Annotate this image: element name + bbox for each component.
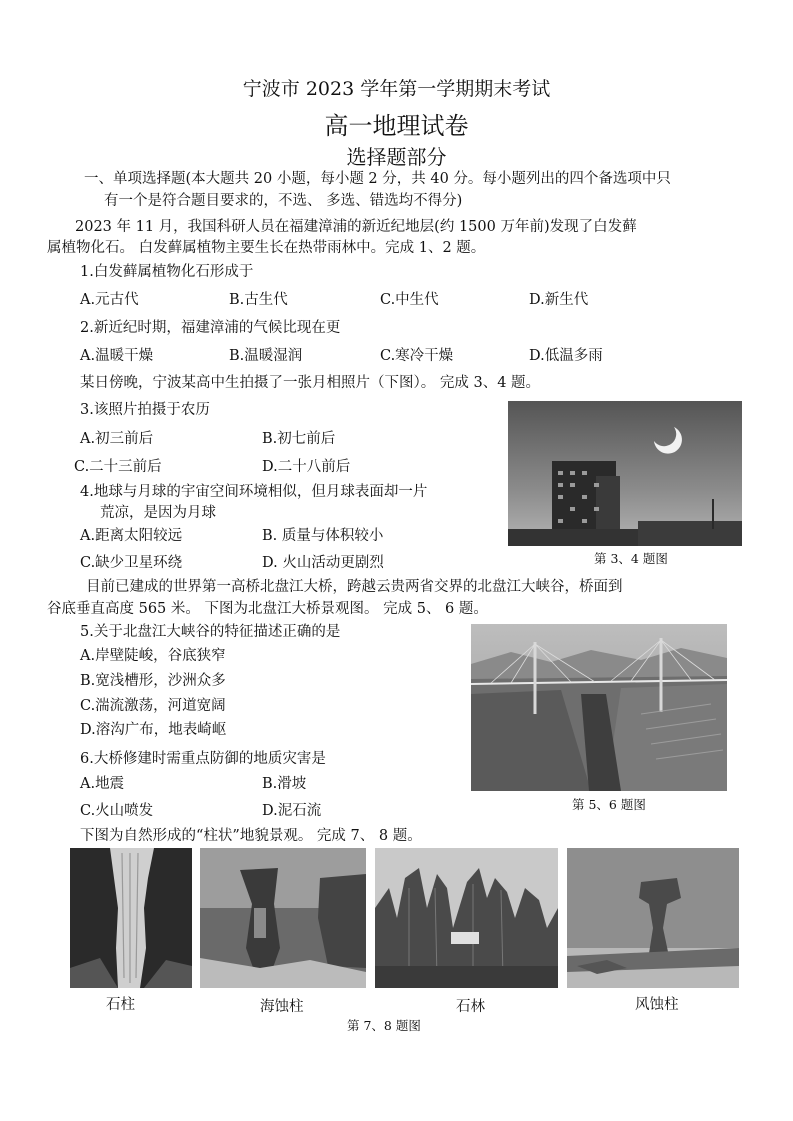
instructions-line-1: 一、单项选择题(本大题共 20 小题，每小题 2 分，共 40 分。每小题列出的四个备选项中只: [84, 171, 671, 187]
paper-title: 高一地理试卷: [324, 112, 469, 140]
question-2-option-d[interactable]: D.低温多雨: [529, 348, 603, 364]
moon-phase-photo: [508, 401, 742, 546]
figure-7-8-caption: 第 7、8 题图: [347, 1018, 421, 1033]
stone-pillar-label: 石柱: [106, 997, 135, 1013]
stone-pillar-photo: [70, 848, 192, 988]
question-1-option-d[interactable]: D.新生代: [529, 292, 589, 308]
figure-5-6-caption: 第 5、6 题图: [572, 797, 646, 812]
question-1-option-a[interactable]: A.元古代: [80, 292, 139, 308]
question-6-stem: 6.大桥修建时需重点防御的地质灾害是: [80, 751, 326, 767]
figure-3-4-caption: 第 3、4 题图: [594, 551, 668, 566]
part-title: 选择题部分: [346, 145, 447, 169]
question-6-option-d[interactable]: D.泥石流: [262, 803, 322, 819]
question-4-option-d[interactable]: D. 火山活动更剧烈: [262, 555, 384, 571]
sea-stack-photo: [200, 848, 366, 988]
question-6-option-a[interactable]: A.地震: [80, 776, 125, 792]
question-2-option-a[interactable]: A.温暖干燥: [80, 348, 154, 364]
question-5-option-d[interactable]: D.溶沟广布，地表崎岖: [80, 722, 227, 738]
instructions-line-2: 有一个是符合题目要求的，不选、 多选、错选均不得分): [104, 193, 463, 209]
question-4-option-a[interactable]: A.距离太阳较远: [80, 528, 183, 544]
passage-1-line-1: 2023 年 11 月，我国科研人员在福建漳浦的新近纪地层(约 1500 万年前)发现了白发藓: [75, 219, 637, 235]
wind-eroded-pillar-label: 风蚀柱: [635, 997, 679, 1013]
question-1-stem: 1.白发藓属植物化石形成于: [80, 264, 254, 280]
question-1-option-c[interactable]: C.中生代: [380, 292, 439, 308]
question-4-option-c[interactable]: C.缺少卫星环绕: [80, 555, 183, 571]
question-6-option-b[interactable]: B.滑坡: [262, 776, 307, 792]
question-3-stem: 3.该照片拍摄于农历: [80, 402, 210, 418]
question-1-option-b[interactable]: B.古生代: [229, 292, 288, 308]
question-5-stem: 5.关于北盘江大峡谷的特征描述正确的是: [80, 624, 341, 640]
sea-stack-label: 海蚀柱: [260, 999, 304, 1015]
question-4-option-b[interactable]: B. 质量与体积较小: [262, 528, 384, 544]
wind-eroded-pillar-photo: [567, 848, 739, 988]
stone-forest-label: 石林: [456, 999, 485, 1015]
exam-title: 宁波市 2023 学年第一学期期末考试: [242, 78, 551, 100]
question-2-stem: 2.新近纪时期，福建漳浦的气候比现在更: [80, 320, 341, 336]
question-3-option-a[interactable]: A.初三前后: [80, 431, 154, 447]
question-6-option-c[interactable]: C.火山喷发: [80, 803, 154, 819]
passage-4: 下图为自然形成的“柱状”地貌景观。 完成 7、 8 题。: [80, 828, 422, 844]
passage-2: 某日傍晚，宁波某高中生拍摄了一张月相照片（下图）。 完成 3、4 题。: [80, 375, 541, 391]
question-5-option-b[interactable]: B.宽浅槽形，沙洲众多: [80, 673, 226, 689]
question-2-option-c[interactable]: C.寒冷干燥: [380, 348, 454, 364]
question-3-option-d[interactable]: D.二十八前后: [262, 459, 351, 475]
passage-1-line-2: 属植物化石。 白发藓属植物主要生长在热带雨林中。完成 1、2 题。: [47, 240, 486, 256]
question-5-option-c[interactable]: C.湍流激荡，河道宽阔: [80, 698, 226, 714]
question-3-option-b[interactable]: B.初七前后: [262, 431, 336, 447]
passage-3-line-2: 谷底垂直高度 565 米。 下图为北盘江大桥景观图。 完成 5、 6 题。: [47, 601, 488, 617]
stone-forest-photo: [375, 848, 558, 988]
question-3-option-c[interactable]: C.二十三前后: [74, 459, 162, 475]
question-5-option-a[interactable]: A.岸壁陡峻，谷底狭窄: [80, 648, 226, 664]
question-4-stem-line-2: 荒凉，是因为月球: [100, 505, 216, 521]
bridge-landscape-photo: [471, 624, 727, 791]
question-4-stem-line-1: 4.地球与月球的宇宙空间环境相似，但月球表面却一片: [80, 484, 428, 500]
question-2-option-b[interactable]: B.温暖湿润: [229, 348, 303, 364]
passage-3-line-1: 目前已建成的世界第一高桥北盘江大桥，跨越云贵两省交界的北盘江大峡谷，桥面到: [86, 579, 623, 595]
